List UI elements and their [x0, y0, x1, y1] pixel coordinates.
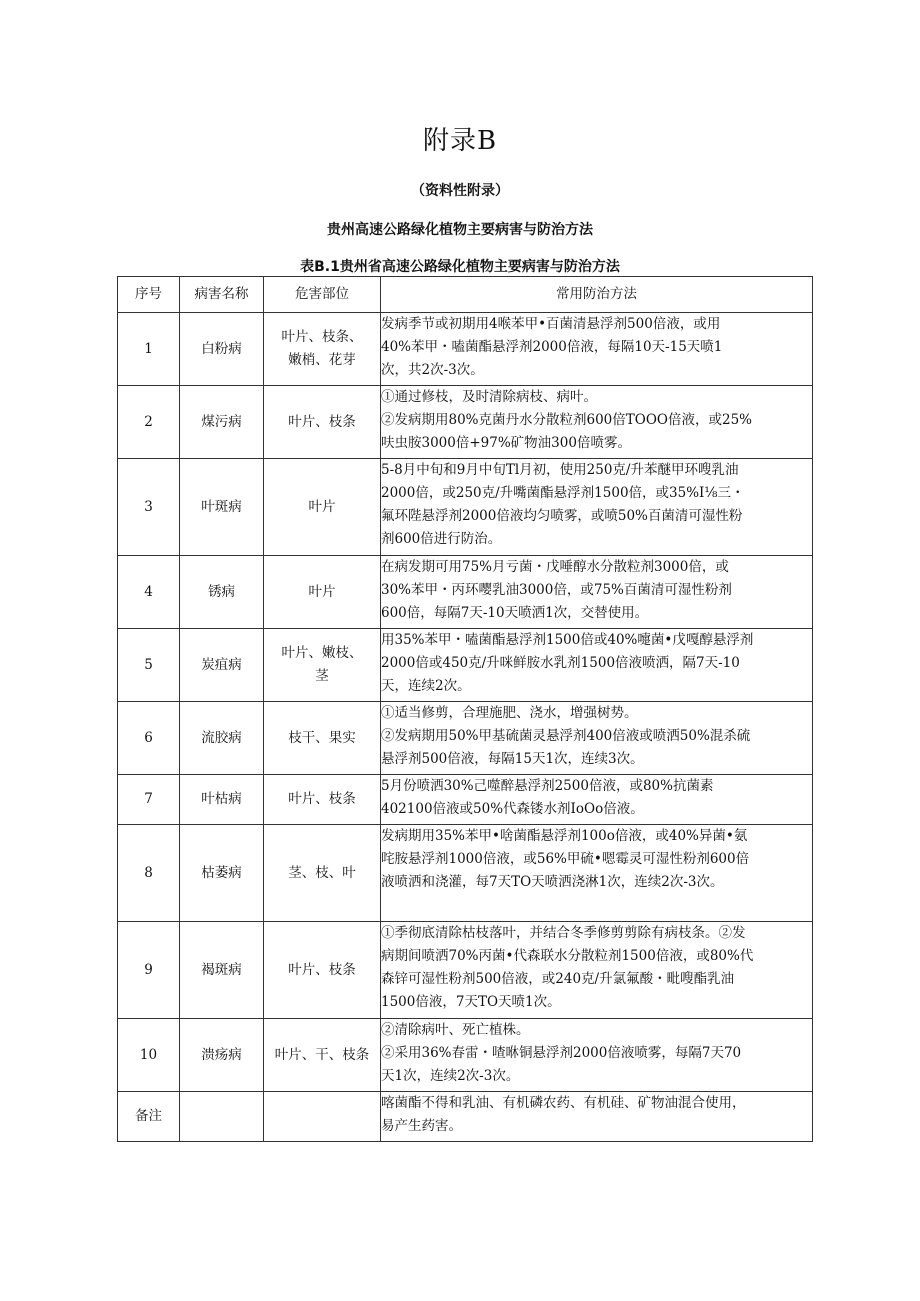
method-line: 1500倍液，7天TO天喷1次。 [381, 994, 561, 1010]
control-method [381, 702, 813, 775]
disease-name: 流胶病 [180, 702, 264, 775]
page-title: 附录B [422, 126, 498, 156]
method-line: 病期间喷洒70%丙菌•代森联水分散粒剂1500倍液，或80%代 [381, 948, 754, 964]
row-number: 9 [118, 922, 180, 1019]
part-line: 茎 [315, 668, 329, 684]
row-number: 5 [118, 629, 180, 702]
method-line: 液喷洒和浇灌，每7天TO天喷洒浇淋1次，连续2次-3次。 [381, 874, 724, 890]
part-line: 叶片 [308, 498, 336, 515]
remark-text [381, 1092, 813, 1142]
method-line: 在病发期可用75%月亏菌・戊唾醇水分散粒剂3000倍，或 [381, 559, 729, 575]
table-caption: 表B.1贵州省高速公路绿化植物主要病害与防治方法 [300, 259, 620, 275]
affected-part [264, 386, 381, 459]
empty-cell [264, 1092, 381, 1142]
method-line: 5-8月中旬和9月中旬Tl月初，使用250克/升苯醚甲环嗖乳油 [381, 462, 739, 478]
part-line: 叶片、枝条、 [281, 329, 363, 345]
part-line: 叶片、干、枝条 [274, 1046, 370, 1063]
affected-part [264, 629, 381, 702]
control-method [381, 629, 813, 702]
method-line: ②清除病叶、死亡植株。 [381, 1022, 530, 1038]
method-line: 402100倍液或50%代森镂水剂IoOo倍液。 [381, 801, 644, 817]
affected-part [264, 556, 381, 629]
row-number: 7 [118, 775, 180, 825]
affected-part [264, 313, 381, 386]
method-line: 发病季节或初期用4喉苯甲•百菌清悬浮剂500倍液，或用 [381, 316, 721, 332]
method-line: 天1次，连续2次-3次。 [381, 1068, 520, 1084]
part-line: 叶片、嫩枝、 [281, 645, 363, 661]
section-heading: 贵州高速公路绿化植物主要病害与防治方法 [327, 222, 593, 238]
disease-name: 溃疡病 [180, 1019, 264, 1092]
affected-part [264, 922, 381, 1019]
table-header-row [118, 277, 813, 313]
disease-table [117, 276, 813, 1142]
method-line: 5月份喷洒30%己噬醉悬浮剂2500倍液，或80%抗菌素 [381, 778, 714, 794]
control-method [381, 775, 813, 825]
table-row [118, 459, 813, 556]
method-line: ②发病期用50%甲基硫菌灵悬浮剂400倍液或喷洒50%混杀硫 [381, 728, 751, 744]
row-number: 6 [118, 702, 180, 775]
table-row [118, 1019, 813, 1092]
part-line: 茎、枝、叶 [288, 864, 356, 881]
method-line: 30%苯甲・丙环嘤乳油3000倍，或75%百菌清可湿性粉剂 [381, 582, 732, 598]
part-line: 枝干、果实 [288, 729, 356, 746]
disease-name: 白粉病 [180, 313, 264, 386]
method-line: 用35%苯甲・嗑菌酯悬浮剂1500倍或40%嚏菌•戊嘎醇悬浮剂 [381, 632, 754, 648]
affected-part [264, 775, 381, 825]
table-row [118, 702, 813, 775]
method-line: ①适当修剪，合理施肥、浇水，增强树势。 [381, 705, 638, 721]
col-header-method: 常用防治方法 [381, 277, 813, 313]
remark-line: 喀菌酯不得和乳油、有机磷农药、有机硅、矿物油混合使用， [381, 1095, 746, 1111]
control-method [381, 556, 813, 629]
control-method [381, 313, 813, 386]
method-line: 森锌可湿性粉剂500倍液，或240克/升氯氟酸・毗嗖酯乳油 [381, 971, 735, 987]
method-line: 呋虫胺3000倍+97%矿物油300倍喷雾。 [381, 435, 631, 451]
affected-part [264, 1019, 381, 1092]
row-number: 3 [118, 459, 180, 556]
method-line: ①通过修枝，及时清除病枝、病叶。 [381, 389, 597, 405]
method-line: 悬浮剂500倍液，每隔15天1次，连续3次。 [381, 751, 644, 767]
row-number: 2 [118, 386, 180, 459]
affected-part [264, 459, 381, 556]
control-method [381, 922, 813, 1019]
affected-part [264, 825, 381, 922]
disease-name: 叶斑病 [180, 459, 264, 556]
control-method [381, 459, 813, 556]
control-method [381, 825, 813, 922]
control-method [381, 386, 813, 459]
disease-name: 炭疽病 [180, 629, 264, 702]
method-line: 600倍，每隔7天-10天喷洒1次，交替使用。 [381, 605, 649, 621]
method-line: ②采用36%春雷・喳咻铜悬浮剂2000倍液喷雾，每隔7天70 [381, 1045, 742, 1061]
affected-part [264, 702, 381, 775]
table-row [118, 825, 813, 922]
part-line: 叶片、枝条 [288, 413, 356, 430]
part-line: 嫩梢、花芽 [288, 352, 356, 368]
method-line: 2000倍，或250克/升嘴菌酯悬浮剂1500倍，或35%I⅛三・ [381, 485, 745, 501]
part-line: 叶片 [308, 583, 336, 600]
method-line: 氟环陛悬浮剂2000倍液均匀喷雾，或喷50%百菌清可湿性粉 [381, 508, 743, 524]
table-row [118, 313, 813, 386]
table-row [118, 629, 813, 702]
method-line: ②发病期用80%克菌丹水分散粒剂600倍TOOO倍液，或25% [381, 412, 752, 428]
disease-name: 枯萎病 [180, 825, 264, 922]
disease-name: 褐斑病 [180, 922, 264, 1019]
method-line: 2000倍或450克/升咪鲜胺水乳剂1500倍液喷洒，隔7天-10 [381, 655, 740, 671]
part-line: 叶片、枝条 [288, 791, 356, 807]
disease-name: 煤污病 [180, 386, 264, 459]
col-header-no: 序号 [118, 277, 180, 313]
remark-line: 易产生药害。 [381, 1118, 462, 1134]
disease-name: 锈病 [180, 556, 264, 629]
row-number: 1 [118, 313, 180, 386]
row-number: 8 [118, 825, 180, 922]
control-method [381, 1019, 813, 1092]
table-row [118, 922, 813, 1019]
table-row [118, 386, 813, 459]
row-number: 4 [118, 556, 180, 629]
col-header-part: 危害部位 [264, 277, 381, 313]
disease-name: 叶枯病 [180, 775, 264, 825]
method-line: 次，共2次-3次。 [381, 362, 484, 378]
table-row [118, 775, 813, 825]
part-line: 叶片、枝条 [288, 961, 356, 978]
method-line: 咤胺悬浮剂1000倍液，或56%甲硫•嗯霉灵可湿性粉剂600倍 [381, 851, 750, 867]
method-line: 天，连续2次。 [381, 678, 471, 694]
row-number: 10 [118, 1019, 180, 1092]
method-line: 40%苯甲・嗑菌酯悬浮剂2000倍液，每隔10天-15天喷1 [381, 339, 723, 355]
empty-cell [180, 1092, 264, 1142]
method-line: 剂600倍进行防治。 [381, 531, 502, 547]
col-header-disease: 病害名称 [180, 277, 264, 313]
method-line: 发病期用35%苯甲•啥菌酯悬浮剂100o倍液，或40%异菌•氨 [381, 828, 748, 844]
appendix-type: （资料性附录） [411, 183, 509, 199]
table-row [118, 556, 813, 629]
remark-row [118, 1092, 813, 1142]
method-line: ①季彻底清除枯枝落叶，并结合冬季修剪剪除有病枝条。②发 [381, 925, 746, 941]
remark-label: 备注 [118, 1092, 180, 1142]
